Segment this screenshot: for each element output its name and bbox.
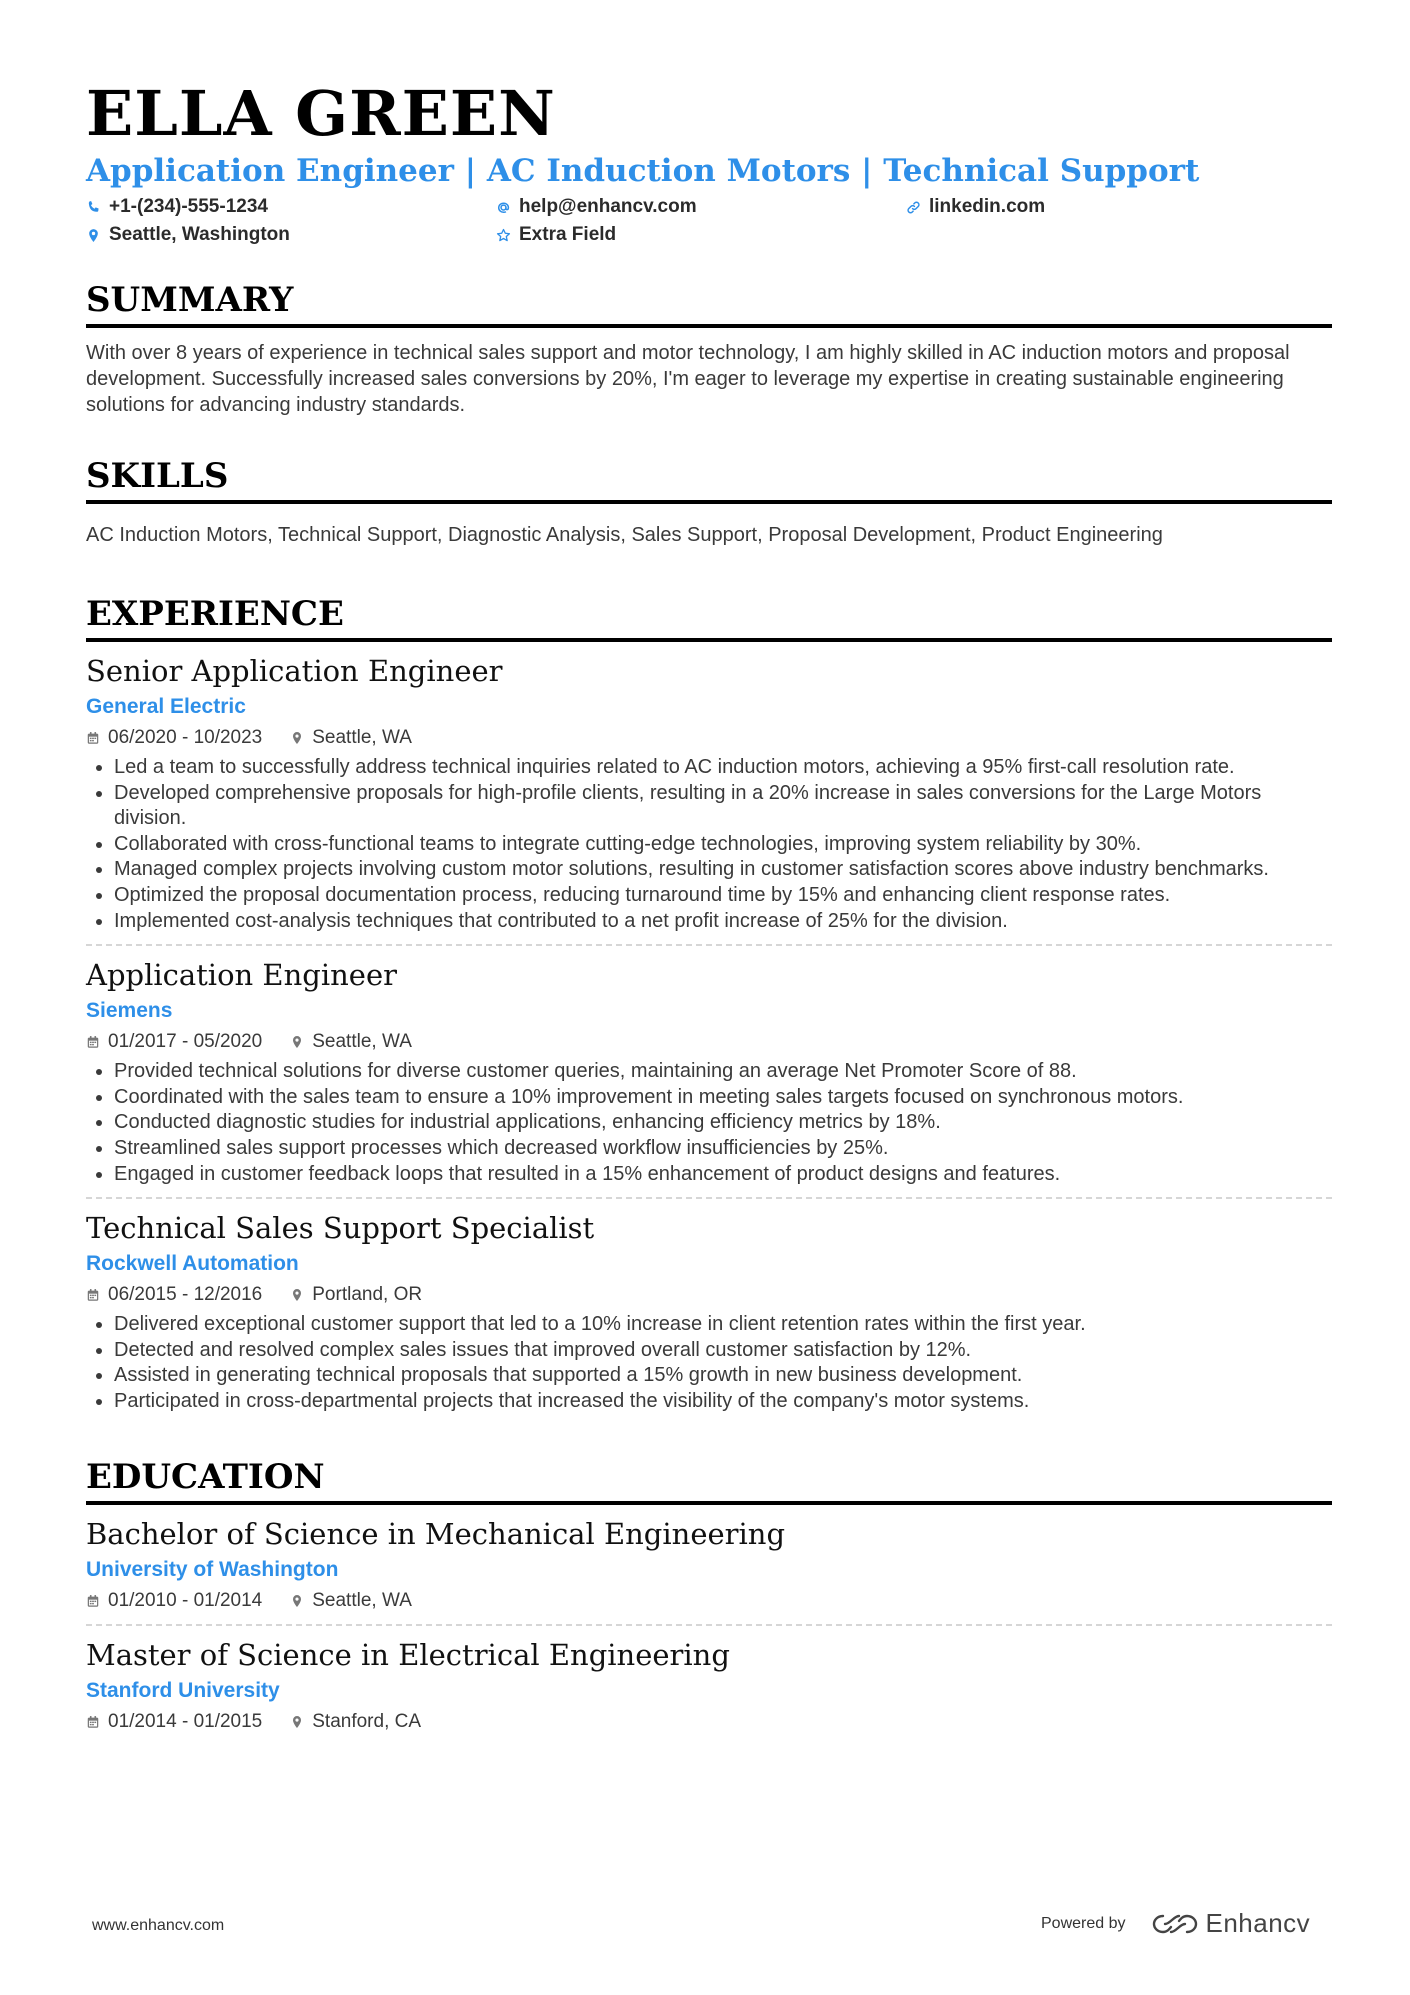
date-location-row	[86, 1588, 1332, 1614]
experience-list	[86, 652, 1332, 1415]
date-range: 06/2015 - 12/2016	[108, 1284, 263, 1306]
achievement-list	[86, 755, 1332, 934]
achievement-item: • Coordinated with the sales team to ensure a 10% improvement in meeting sales targets focused on synchronous motors.	[114, 1085, 1332, 1111]
contact-info	[86, 194, 1332, 248]
experience-section	[86, 592, 1332, 1415]
location: Seattle, WA	[312, 1031, 412, 1053]
contact-location-text: Seattle, Washington	[109, 224, 290, 245]
location-pin-icon	[86, 228, 101, 243]
contact-extra-text: Extra Field	[519, 224, 617, 245]
company-name: General Electric	[86, 695, 246, 718]
job-title: Application Engineer	[86, 958, 397, 993]
brand-name: Enhancv	[1205, 1908, 1311, 1938]
date-range: 01/2014 - 01/2015	[108, 1710, 263, 1732]
contact-email-text: help@enhancv.com	[519, 196, 697, 217]
company-name: Siemens	[86, 999, 173, 1023]
location-pin-icon	[290, 1288, 304, 1302]
date-range: 06/2020 - 10/2023	[108, 727, 263, 748]
location: Stanford, CA	[312, 1710, 422, 1732]
company-name: Rockwell Automation	[86, 1252, 299, 1276]
experience-entry	[86, 956, 1332, 1199]
link-icon	[906, 200, 921, 215]
summary-title: SUMMARY	[86, 278, 1332, 328]
location-pin-icon	[290, 1594, 304, 1608]
contact-phone[interactable]	[86, 194, 496, 220]
education-entry	[86, 1515, 1332, 1626]
achievement-item: • Developed comprehensive proposals for high-profile clients, resulting in a 20% increase in sales conversions for the Large Motors division.	[114, 781, 1332, 832]
contact-location	[86, 222, 496, 248]
entry-divider	[86, 1197, 1332, 1199]
calendar-icon	[86, 1594, 100, 1608]
location-pin-icon	[290, 731, 304, 745]
candidate-headline: Application Engineer | AC Induction Motors | Technical Support	[86, 153, 1200, 189]
powered-by-label: Powered by	[1041, 1914, 1126, 1932]
date-location-row	[86, 1029, 1332, 1055]
contact-phone-text: +1-(234)-555-1234	[109, 196, 268, 217]
resume-header	[86, 78, 1332, 248]
skills-title: SKILLS	[86, 454, 1332, 504]
achievement-item: • Led a team to successfully address technical inquiries related to AC induction motors, achieving a 95% first-call resolution rate.	[114, 755, 1332, 781]
date-location-row	[86, 725, 1332, 751]
education-list	[86, 1515, 1332, 1735]
education-entry	[86, 1636, 1332, 1735]
achievement-item: • Streamlined sales support processes which decreased workflow insufficiencies by 25%.	[114, 1136, 1332, 1162]
achievement-item: • Assisted in generating technical proposals that supported a 15% growth in new business development.	[114, 1363, 1332, 1389]
date-location-row	[86, 1282, 1332, 1308]
entry-divider	[86, 944, 1332, 946]
location-pin-icon	[290, 1715, 304, 1729]
contact-linkedin[interactable]	[906, 194, 1326, 220]
achievement-list	[86, 1312, 1332, 1414]
entry-divider	[86, 1624, 1332, 1626]
achievement-item: • Managed complex projects involving custom motor solutions, resulting in customer satisfaction scores above industry benchmarks.	[114, 857, 1332, 883]
calendar-icon	[86, 1288, 100, 1302]
achievement-item: • Provided technical solutions for diverse customer queries, maintaining an average Net Promoter Score of 88.	[114, 1059, 1332, 1085]
degree-title: Master of Science in Electrical Engineering	[86, 1637, 730, 1672]
star-icon	[496, 228, 511, 243]
achievement-item: • Implemented cost-analysis techniques that contributed to a net profit increase of 25% for the division.	[114, 909, 1332, 935]
footer-website[interactable]: www.enhancv.com	[92, 1917, 225, 1934]
achievement-item: • Detected and resolved complex sales issues that improved overall customer satisfaction by 12%.	[114, 1338, 1332, 1364]
location: Seattle, WA	[312, 727, 412, 748]
calendar-icon	[86, 1035, 100, 1049]
achievement-list	[86, 1059, 1332, 1187]
candidate-name: ELLA GREEN	[86, 77, 556, 150]
experience-entry	[86, 652, 1332, 946]
footer-branding	[1041, 1908, 1310, 1939]
calendar-icon	[86, 731, 100, 745]
location: Portland, OR	[312, 1284, 423, 1306]
resume-page	[86, 78, 1332, 1735]
achievement-item: • Optimized the proposal documentation process, reducing turnaround time by 15% and enhancing client response rates.	[114, 883, 1332, 909]
experience-title: EXPERIENCE	[86, 592, 1332, 642]
job-title: Senior Application Engineer	[86, 654, 503, 688]
date-range: 01/2017 - 05/2020	[108, 1031, 263, 1053]
education-title: EDUCATION	[86, 1455, 1332, 1505]
achievement-item: • Collaborated with cross-functional teams to integrate cutting-edge technologies, improving system reliability by 30%.	[114, 832, 1332, 858]
at-icon	[496, 200, 511, 215]
job-title: Technical Sales Support Specialist	[86, 1211, 595, 1246]
location: Seattle, WA	[312, 1589, 412, 1611]
achievement-item: • Conducted diagnostic studies for industrial applications, enhancing efficiency metrics by 18%.	[114, 1110, 1332, 1136]
phone-icon	[86, 200, 101, 215]
school-name: University of Washington	[86, 1557, 339, 1581]
skills-text: AC Induction Motors, Technical Support, Diagnostic Analysis, Sales Support, Proposal Development, Product Engineering	[86, 524, 1163, 546]
contact-linkedin-text: linkedin.com	[929, 196, 1046, 217]
enhancv-logo-icon	[1152, 1912, 1198, 1936]
achievement-item: • Engaged in customer feedback loops that resulted in a 15% enhancement of product designs and features.	[114, 1162, 1332, 1188]
date-range: 01/2010 - 01/2014	[108, 1589, 263, 1611]
contact-email[interactable]	[496, 194, 906, 220]
degree-title: Bachelor of Science in Mechanical Engineering	[86, 1516, 786, 1551]
summary-text: With over 8 years of experience in technical sales support and motor technology, I am highly skilled in AC induction motors and proposal development. Successfully increased sales conversions by 20%, I'm eager to leverage my expertise in creating sustainable engineering solutions for advancing industry standards.	[86, 342, 1290, 416]
contact-extra-field	[496, 222, 906, 248]
education-section	[86, 1455, 1332, 1735]
summary-section	[86, 278, 1332, 418]
calendar-icon	[86, 1715, 100, 1729]
experience-entry	[86, 1209, 1332, 1414]
location-pin-icon	[290, 1035, 304, 1049]
achievement-item: • Participated in cross-departmental projects that increased the visibility of the company's motor systems.	[114, 1389, 1332, 1415]
school-name: Stanford University	[86, 1678, 280, 1702]
skills-section	[86, 454, 1332, 548]
date-location-row	[86, 1709, 1332, 1735]
achievement-item: • Delivered exceptional customer support that led to a 10% increase in client retention rates within the first year.	[114, 1312, 1332, 1338]
